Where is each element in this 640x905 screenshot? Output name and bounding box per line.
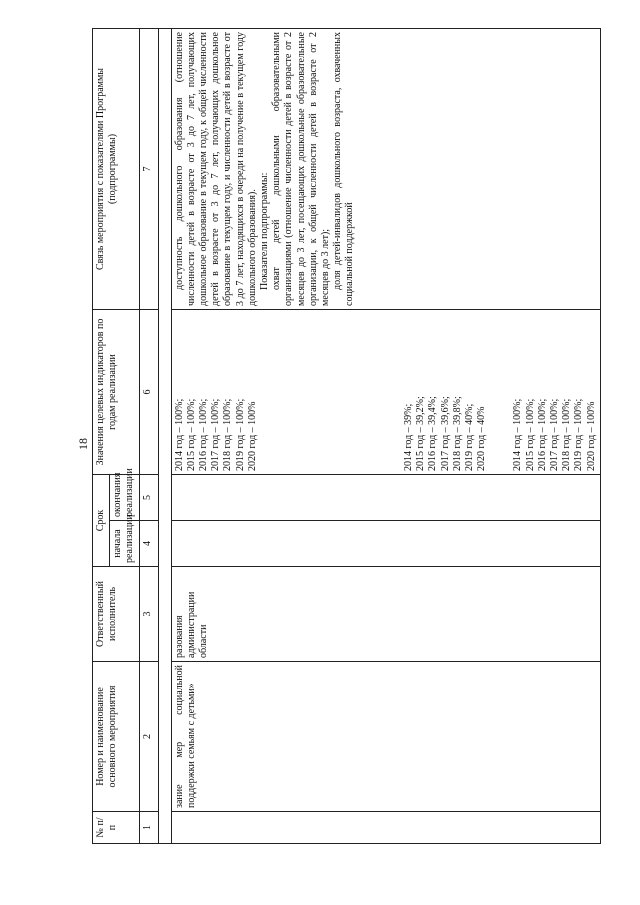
link-paragraph: охват детей дошкольными образовательными организациями (отношение численности детей в возрасте от 2 месяцев до 3 лет, посещающих дошкольные образовательные организации, к общей численности детей в возрасте от 2 месяцев до 3 лет);	[271, 32, 332, 306]
cell-number	[171, 812, 600, 844]
header-row	[93, 29, 110, 844]
indicator-line: 2014 год – 100%;	[512, 398, 524, 471]
indicator-line: 2016 год – 100%;	[536, 398, 548, 471]
indicator-line: 2015 год – 39,2%;	[415, 396, 427, 471]
header-end: окончания реализации	[110, 475, 139, 521]
cell-start	[171, 521, 600, 567]
cell-link	[171, 29, 600, 310]
rotated-page	[42, 14, 602, 874]
indicator-line: 2019 год – 40%;	[464, 403, 476, 471]
indicator-line: 2017 год – 100%;	[210, 398, 222, 471]
col-number: 6	[139, 310, 158, 475]
indicator-line: 2016 год – 100%;	[198, 398, 210, 471]
gap-row	[158, 29, 171, 844]
indicator-line: 2015 год – 100%;	[185, 398, 197, 471]
cell-end	[171, 475, 600, 521]
indicator-line: 2018 год – 39,8%;	[451, 396, 463, 471]
indicator-line: 2018 год – 100%;	[222, 398, 234, 471]
link-paragraph: Показатели подпрограммы:	[259, 172, 271, 290]
col-number: 2	[139, 662, 158, 812]
cell-executor: разования администрации области	[171, 567, 600, 662]
indicator-line: 2020 год – 40%	[476, 406, 488, 471]
header-indicators: Значения целевых индикаторов по годам реализации	[93, 310, 140, 475]
col-number: 3	[139, 567, 158, 662]
col-number: 7	[139, 29, 158, 310]
indicator-line: 2014 год – 100%;	[173, 398, 185, 471]
indicator-line: 2015 год – 100%;	[524, 398, 536, 471]
column-numbers-row	[139, 29, 158, 844]
table-row	[171, 29, 600, 844]
indicator-line: 2017 год – 100%;	[549, 398, 561, 471]
header-executor: Ответственный исполнитель	[93, 567, 140, 662]
header-activity: Номер и наименование основного мероприятия	[93, 662, 140, 812]
indicator-line: 2019 год – 100%;	[234, 398, 246, 471]
indicator-line: 2014 год – 39%;	[403, 403, 415, 471]
col-number: 5	[139, 475, 158, 521]
header-start: начала реализации	[110, 521, 139, 567]
col-number: 1	[139, 812, 158, 844]
indicator-line: 2019 год – 100%;	[573, 398, 585, 471]
program-table	[92, 28, 601, 844]
cell-activity: зание мер социальной поддержки семьям с детьми»	[171, 662, 600, 812]
indicator-line: 2017 год – 39,6%;	[439, 396, 451, 471]
indicator-line: 2016 год – 39,4%;	[427, 396, 439, 471]
cell-indicators	[171, 310, 600, 475]
col-number: 4	[139, 521, 158, 567]
header-link: Связь мероприятия с показателями Программы (подпрограммы)	[93, 29, 140, 310]
link-paragraph: доля детей-инвалидов дошкольного возраста, охваченных социальной поддержкой	[332, 32, 356, 306]
page-number: 18	[76, 438, 90, 450]
indicator-line: 2020 год – 100%	[246, 401, 258, 471]
indicator-line: 2020 год – 100%	[585, 401, 597, 471]
header-term: Срок	[93, 475, 110, 567]
header-number: № п/п	[93, 812, 140, 844]
indicator-line: 2018 год – 100%;	[561, 398, 573, 471]
link-paragraph: доступность дошкольного образования (отношение численности детей в возрасте от 3 до 7 лет, получающих дошкольное образование в текущем году, к общей численности детей в возрасте от 3 до 7 лет, получающих дошкольное образование в текущем году, и численности детей в возрасте от 3 до 7 лет, находящихся в очереди на получение в текущем году дошкольного образования).	[173, 32, 258, 306]
